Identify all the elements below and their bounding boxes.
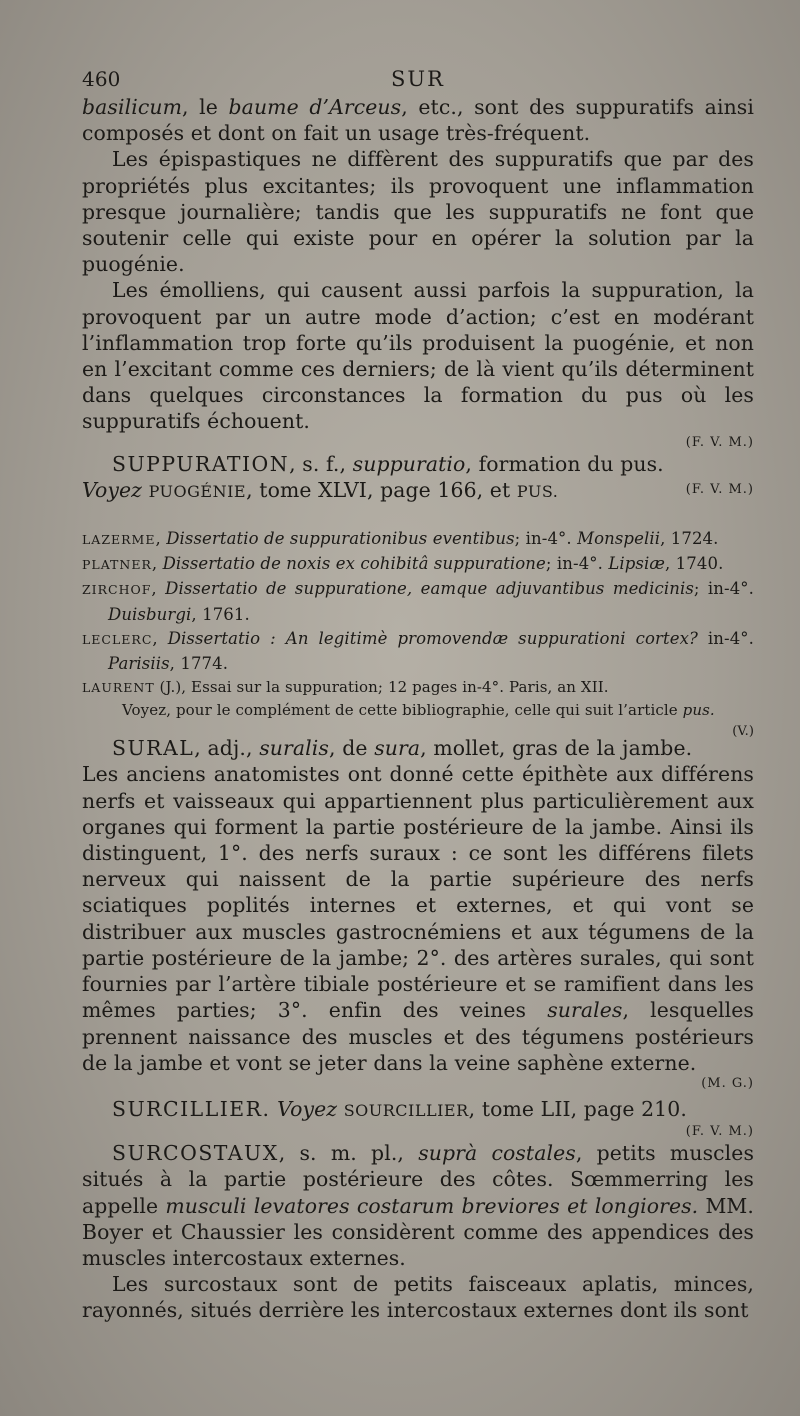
paragraph-epispastiques: Les épispastiques ne diffèrent des suppuratifs que par des propriétés plus excitantes; ils provoquent une inflammation presque journalière; tandis que les suppuratifs ne font que soutenir celle qui existe pour en opérer la solution par la puogénie. bbox=[82, 147, 754, 277]
entry-surcostaux: SURCOSTAUX, s. m. pl., suprà costales, petits muscles situés à la partie postérieure des côtes. Sœmmerring les appelle musculi levatores costarum breviores et longiores. MM. Boyer et Chaussier les considèrent comme des appendices des muscles intercostaux externes. bbox=[82, 1141, 755, 1270]
headword-surcillier: SURCILLIER. bbox=[112, 1096, 271, 1121]
biblio-note: Voyez, pour le complément de cette bibliographie, celle qui suit l’article pus. (V.) bbox=[122, 701, 754, 740]
biblio-entry: LECLERC, Dissertatio : An legitimè promovendæ suppurationi cortex? in-4°. Parisiis, 1774. bbox=[82, 628, 755, 674]
crossref-suppuration: Voyez PUOGÉNIE, tome XLVI, page 166, et PUS. (F. V. M.) bbox=[82, 477, 754, 505]
headword-surcostaux: SURCOSTAUX bbox=[112, 1141, 279, 1166]
headword-suppuration: SUPPURATION bbox=[112, 451, 290, 476]
biblio-entry: LAURENT (J.), Essai sur la suppuration; 12 pages in-4°. Paris, an XII. bbox=[82, 678, 609, 697]
entry-sural: SURAL, adj., suralis, de sura, mollet, gras de la jambe. Les anciens anatomistes ont donné cette épithète aux différens nerfs et vaisseaux qui appartiennent plus particulièrement aux organes qui forment la partie postérieure de la jambe. Ainsi ils distinguent, 1°. des nerfs suraux : ce sont les différens filets nerveux qui naissent de la partie supérieure des nerfs sciatiques poplités internes et externes, et qui vont se distribuer aux muscles gastrocnémiens et aux tégumens de la partie postérieure de la jambe; 2°. des artères surales, qui sont fournies par l’artère tibiale postérieure et se ramifient dans les mêmes parties; 3°. enfin des veines surales, lesquelles prennent naissance des muscles et des tégumens postérieurs de la jambe et vont se jeter dans la veine saphène externe. bbox=[82, 736, 754, 1075]
paragraph-surcostaux-2: Les surcostaux sont de petits faisceaux aplatis, minces, rayonnés, situés derrière les intercostaux externes dont ils sont bbox=[82, 1272, 754, 1323]
paragraph-emolliens: Les émolliens, qui causent aussi parfois la suppuration, la provoquent par un autre mode d’action; c’est en modérant l’inflammation trop forte qu’ils produisent la puogénie, et non en l’excitant comme ces derniers; de là vient qu’ils déterminent dans quelques circonstances la formation du pus où les suppuratifs échouent. bbox=[82, 278, 754, 434]
page-number: 460 bbox=[82, 67, 121, 91]
signature-surcillier: (F. V. M.) bbox=[685, 1124, 754, 1140]
biblio-entry: ZIRCHOF, Dissertatio de suppuratione, eamque adjuvantibus medicinis; in-4°. Duisburgi, 1761. bbox=[82, 579, 754, 624]
biblio-entry: LAZERME, Dissertatio de suppurationibus eventibus; in-4°. Monspelii, 1724. bbox=[82, 529, 719, 549]
running-head: SUR bbox=[391, 67, 445, 91]
page-header bbox=[82, 64, 754, 94]
signature-sural: (M. G.) bbox=[701, 1075, 754, 1091]
signature-1: (F. V. M.) bbox=[685, 434, 754, 450]
paragraph-basilicum: basilicum, le baume d’Arceus, etc., sont des suppuratifs ainsi composés et dont on fait un usage très-fréquent. bbox=[82, 95, 754, 146]
entry-suppuration: SUPPURATION, s. f., suppuratio, formation du pus. bbox=[112, 451, 664, 476]
entry-surcillier: SURCILLIER. Voyez SOURCILLIER, tome LII, page 210. bbox=[112, 1096, 687, 1121]
bibliography bbox=[82, 527, 755, 740]
biblio-entry: PLATNER, Dissertatio de noxis ex cohibitâ suppuratione; in-4°. Lipsiæ, 1740. bbox=[82, 554, 724, 574]
page-content bbox=[82, 64, 754, 1324]
headword-sural: SURAL bbox=[112, 736, 195, 761]
signature-suppuration: (F. V. M.) bbox=[685, 481, 754, 497]
